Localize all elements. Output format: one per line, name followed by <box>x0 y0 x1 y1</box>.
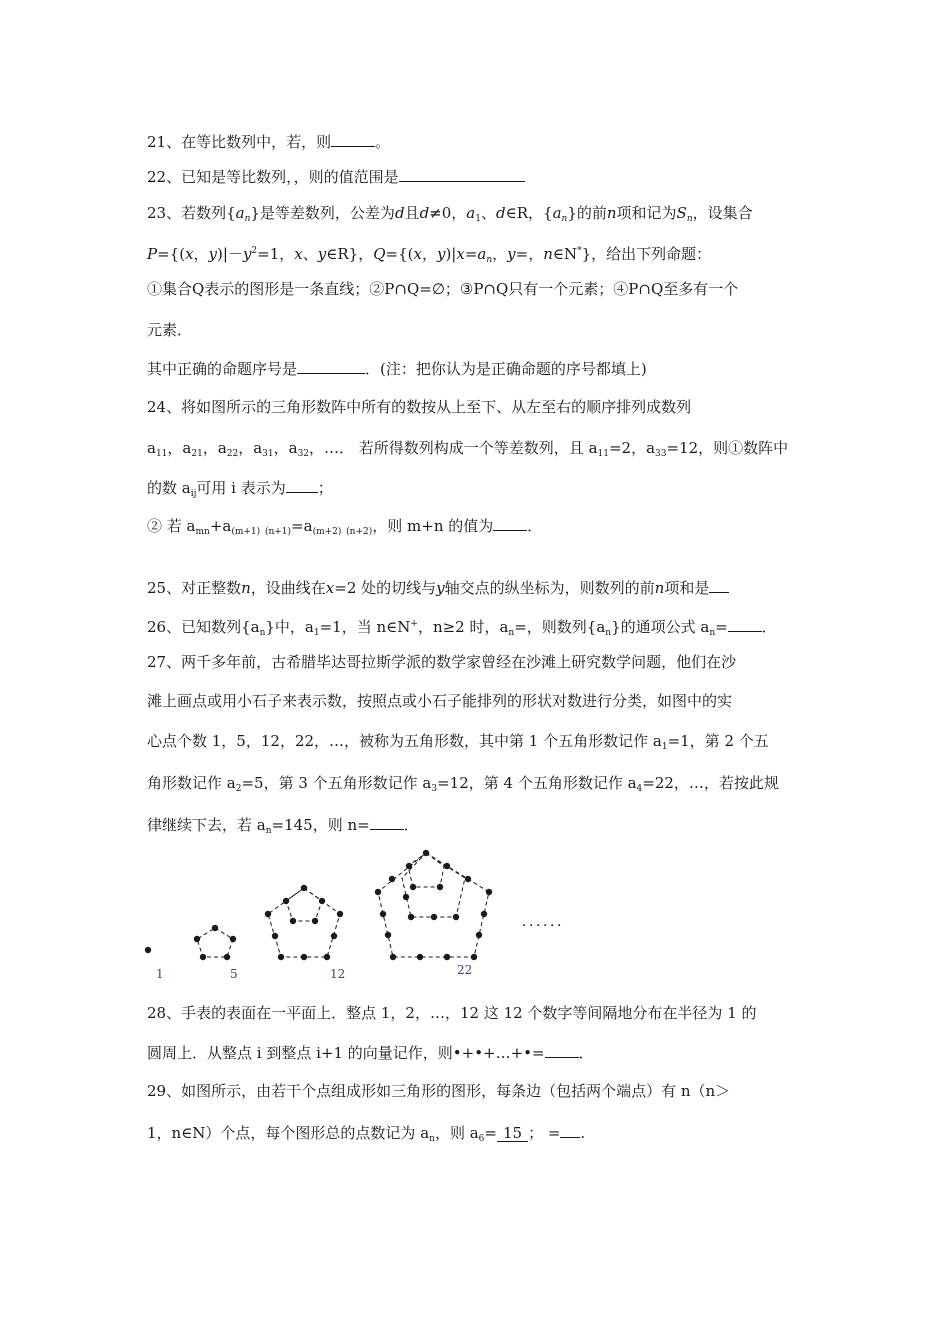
question-22: 22、已知是等比数列，，则的值范围是 <box>147 166 525 187</box>
question-23-line-4: 元素． <box>147 321 193 339</box>
answer-blank <box>545 1042 579 1058</box>
figure-label-12: 12 <box>330 967 346 981</box>
question-25: 25、对正整数n，设曲线在x=2 处的切线与y轴交点的纵坐标为，则数列的前n项和是 <box>147 577 729 598</box>
figure-label-5: 5 <box>230 967 238 981</box>
question-29-line-1: 29、如图所示，由若干个点组成形如三角形的图形，每条边（包括两个端点）有 n（n＞ <box>147 1082 731 1100</box>
question-27-line-2: 滩上画点或用小石子来表示数，按照点或小石子能排列的形状对数进行分类，如图中的实 <box>147 692 733 710</box>
question-29-line-2: 1，n∈N）个点，每个图形总的点数记为 $a_n$，则 $a_6= 15$ ； = . <box>147 1124 586 1144</box>
question-23-line-2: P={(x，$y)|-y^2=1$，x、y∈R}，Q={(x，$y)|x=a_n$，y=，n∈N*}，给出下列命题： <box>147 245 712 265</box>
question-24-line-2: $a_{11}$，$a_{21}$，$a_{22}$，$a_{31}$，$a_{32}$，…． 若所得数列构成一个等差数列，且 $a_{11}=2$，$a_{33}=12$，则①数阵中 <box>147 439 789 459</box>
question-23-line-5: 其中正确的命题序号是 ．(注：把你认为是正确命题的序号都填上) <box>147 360 647 378</box>
question-23-line-1: 23、若数列$\{a_n\}$是等差数列，公差为d且d≠0，$a_1$、d∈R，$\{a_n\}$的前n项和记为$S_n$，设集合 <box>147 204 753 224</box>
question-24-line-1: 24、将如图所示的三角形数阵中所有的数按从上至下、从左至右的顺序排列成数列 <box>147 398 692 416</box>
answer-blank <box>560 1122 580 1138</box>
figure-ellipsis: ．．．．．． <box>522 914 571 930</box>
question-28-line-2: 圆周上．从整点 i 到整点 i+1 的向量记作，则•+•+…+•= ． <box>147 1044 594 1062</box>
question-27-line-3: 心点个数 1，5，12，22，…，被称为五角形数，其中第 1 个五角形数记作 $a_1=1$，第 2 个五 <box>147 732 769 752</box>
answer-15: 15 <box>497 1125 528 1142</box>
question-24-line-3: 的数 $a_{ij}$可用 i 表示为 ； <box>147 479 333 499</box>
question-27-line-4: 角形数记作 $a_2=5$，第 3 个五角形数记作 $a_3=12$，第 4 个五角形数记作 $a_4=22$，…，若按此规 <box>147 774 779 794</box>
question-26: 26、已知数列$\{a_n\}$中，$a_1=1$，当 n∈N+，n≥2 时，$a_n=$，则数列$\{a_n\}$的通项公式 $a_n=$ ． <box>147 618 777 638</box>
question-24-line-4: ② 若 $a_{mn}+a_{(m+1)}$ $_{(n+1)}=a_{(m+2)}$ $_{(n+2)}$，则 m+n 的值为 ． <box>147 517 543 537</box>
figure-label-1: 1 <box>156 967 164 981</box>
figure-label-22: 22 <box>457 963 473 977</box>
question-27-line-1: 27、两千多年前，古希腊毕达哥拉斯学派的数学家曾经在沙滩上研究数学问题，他们在沙 <box>147 653 737 671</box>
question-27-line-5: 律继续下去，若 $a_n=145$，则 n= ． <box>147 816 419 836</box>
question-23-line-3: ①集合Q表示的图形是一条直线；②P∩Q=∅；③P∩Q只有一个元素；④P∩Q至多有一个 <box>147 280 739 298</box>
pentagon-dots <box>145 850 492 960</box>
question-21: 21、在等比数列中，若，则 。 <box>147 133 391 151</box>
question-28-line-1: 28、手表的表面在一平面上．整点 1，2，…，12 这 12 个数字等间隔地分布在半径为 1 的 <box>147 1004 757 1022</box>
